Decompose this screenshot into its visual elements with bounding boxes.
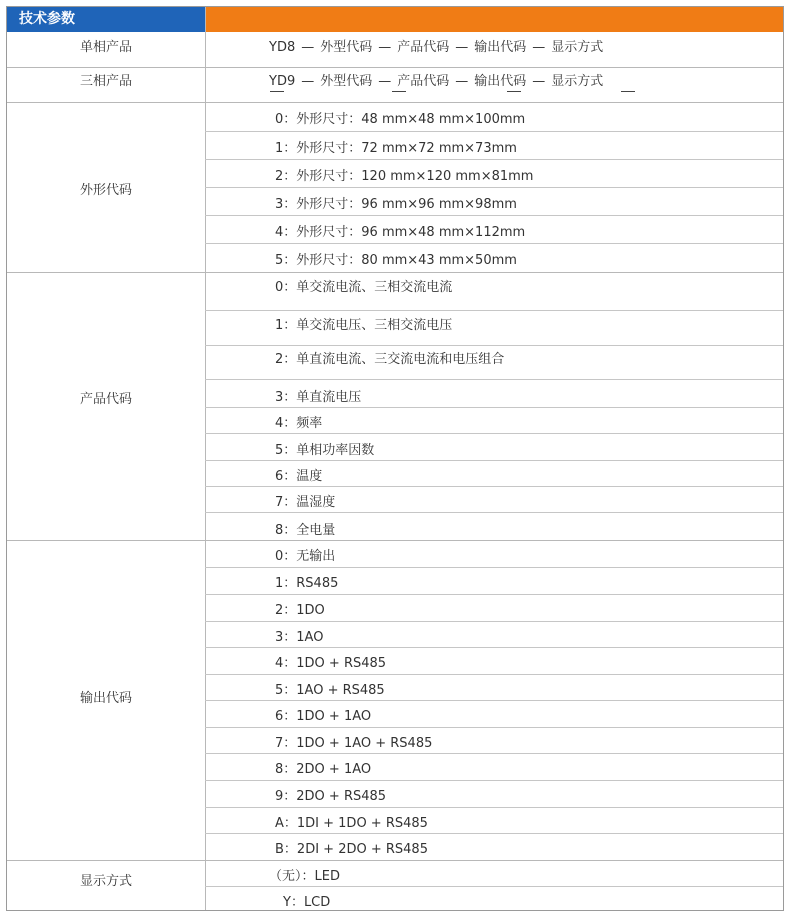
shape-code-item: 3：外形尺寸：96 mm×96 mm×98mm — [275, 197, 517, 212]
single-phase-label: 单相产品 — [79, 40, 132, 55]
row-divider — [205, 780, 783, 781]
section-header-title: 技术参数 — [7, 7, 205, 32]
product-code-item: 5：单相功率因数 — [275, 443, 375, 458]
shape-code-item: 4：外形尺寸：96 mm×48 mm×112mm — [275, 225, 526, 240]
placeholder-underline — [621, 91, 635, 92]
row-divider — [205, 433, 783, 434]
output-code-item: 2：1DO — [275, 603, 325, 618]
row-divider — [205, 833, 783, 834]
separator: — — [378, 40, 392, 55]
divider — [7, 860, 783, 861]
display-mode-item: （无）：LED — [269, 869, 340, 884]
row-divider — [205, 512, 783, 513]
separator: — — [532, 74, 546, 89]
separator: — — [455, 40, 469, 55]
output-code-item: B：2DI + 2DO + RS485 — [275, 842, 428, 857]
shape-code-item: 1：外形尺寸：72 mm×72 mm×73mm — [275, 141, 517, 156]
header-accent-bar — [205, 7, 783, 32]
separator: — — [301, 40, 315, 55]
output-code-item: 5：1AO + RS485 — [275, 683, 385, 698]
single-phase-model: YD8 — [269, 40, 296, 55]
product-code-item: 1：单交流电压、三相交流电压 — [275, 318, 453, 333]
divider — [7, 102, 783, 103]
three-phase-model: YD9 — [269, 74, 296, 89]
part-output: 输出代码 — [474, 40, 527, 55]
part-product: 产品代码 — [397, 74, 450, 89]
row-divider — [205, 187, 783, 188]
shape-code-item: 5：外形尺寸：80 mm×43 mm×50mm — [275, 253, 517, 268]
part-shape: 外型代码 — [320, 40, 373, 55]
three-phase-label: 三相产品 — [79, 74, 132, 89]
output-code-item: 8：2DO + 1AO — [275, 762, 372, 777]
product-code-item: 7：温湿度 — [275, 495, 336, 510]
row-divider — [205, 379, 783, 380]
separator: — — [455, 74, 469, 89]
row-divider — [205, 621, 783, 622]
row-divider — [205, 460, 783, 461]
display-mode-label: 显示方式 — [79, 874, 132, 889]
three-phase-code-line — [269, 70, 603, 89]
output-code-item: 0：无输出 — [275, 549, 336, 564]
single-phase-code-line — [269, 36, 603, 55]
row-divider — [205, 215, 783, 216]
row-divider — [205, 700, 783, 701]
output-code-item: 7：1DO + 1AO + RS485 — [275, 736, 433, 751]
separator: — — [532, 40, 546, 55]
placeholder-underline — [507, 91, 521, 92]
row-divider — [205, 310, 783, 311]
row-divider — [205, 594, 783, 595]
product-code-item: 4：频率 — [275, 416, 323, 431]
product-code-item: 6：温度 — [275, 469, 323, 484]
divider — [7, 540, 783, 541]
row-divider — [205, 647, 783, 648]
display-mode-item: Y：LCD — [283, 895, 331, 910]
row-divider — [205, 131, 783, 132]
product-code-item: 2：单直流电流、三交流电流和电压组合 — [275, 352, 505, 367]
spec-table — [6, 6, 784, 911]
shape-code-label: 外形代码 — [79, 183, 132, 198]
row-divider — [205, 727, 783, 728]
product-code-item: 3：单直流电压 — [275, 390, 362, 405]
row-divider — [205, 886, 783, 887]
shape-code-item: 2：外形尺寸：120 mm×120 mm×81mm — [275, 169, 534, 184]
part-display: 显示方式 — [551, 74, 604, 89]
row-divider — [205, 243, 783, 244]
output-code-item: A：1DI + 1DO + RS485 — [275, 816, 428, 831]
output-code-item: 4：1DO + RS485 — [275, 656, 387, 671]
divider — [7, 272, 783, 273]
output-code-label: 输出代码 — [79, 691, 132, 706]
separator: — — [378, 74, 392, 89]
product-code-label: 产品代码 — [79, 392, 132, 407]
column-divider — [205, 7, 206, 910]
placeholder-underline — [270, 91, 284, 92]
part-shape: 外型代码 — [320, 74, 373, 89]
part-product: 产品代码 — [397, 40, 450, 55]
row-divider — [205, 807, 783, 808]
row-divider — [205, 159, 783, 160]
row-divider — [205, 486, 783, 487]
row-divider — [205, 407, 783, 408]
row-divider — [205, 345, 783, 346]
output-code-item: 3：1AO — [275, 630, 324, 645]
part-display: 显示方式 — [551, 40, 604, 55]
product-code-item: 0：单交流电流、三相交流电流 — [275, 280, 453, 295]
output-code-item: 6：1DO + 1AO — [275, 709, 372, 724]
row-divider — [205, 674, 783, 675]
placeholder-underline — [392, 91, 406, 92]
output-code-item: 9：2DO + RS485 — [275, 789, 387, 804]
output-code-item: 1：RS485 — [275, 576, 339, 591]
part-output: 输出代码 — [474, 74, 527, 89]
row-divider — [205, 567, 783, 568]
product-code-item: 8：全电量 — [275, 523, 336, 538]
shape-code-item: 0：外形尺寸：48 mm×48 mm×100mm — [275, 112, 526, 127]
row-divider — [205, 753, 783, 754]
separator: — — [301, 74, 315, 89]
divider — [7, 67, 783, 68]
